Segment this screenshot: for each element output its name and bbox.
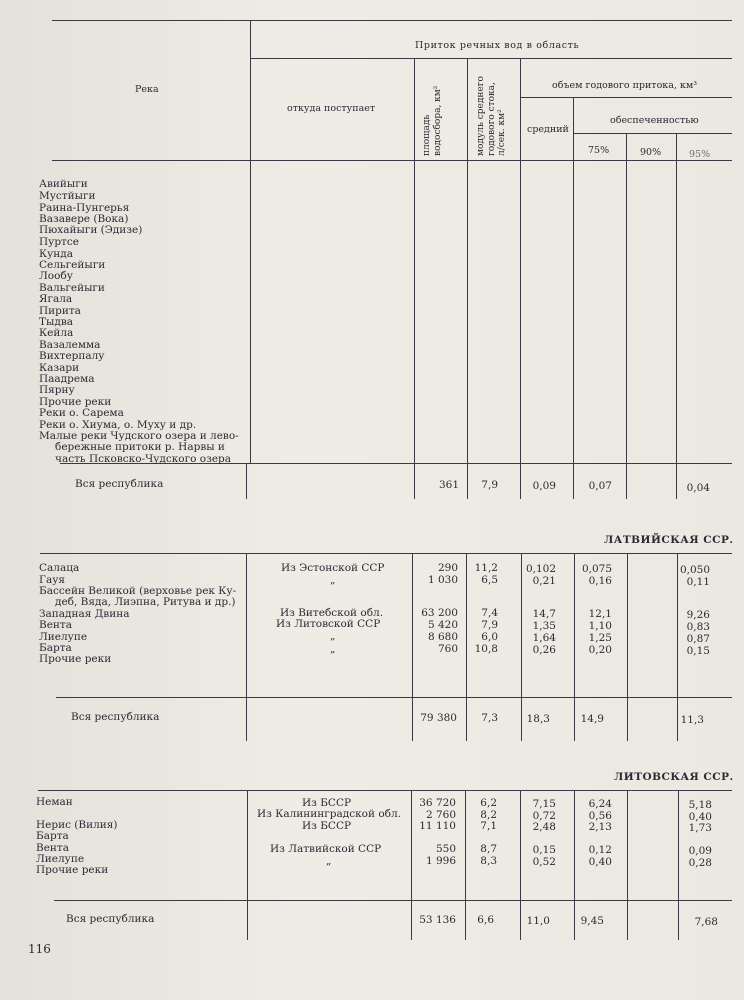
header-col-sep	[414, 58, 415, 160]
area-cell: 550	[435, 843, 456, 855]
from-cell: „	[330, 630, 336, 642]
modulus-cell: 10,8	[474, 643, 498, 655]
mean-cell: 0,21	[532, 575, 556, 587]
modulus-cell: 6,5	[481, 574, 498, 586]
p95-cell: 0,050	[679, 564, 710, 576]
header-col-sep	[250, 20, 251, 160]
p75-cell: 0,56	[588, 810, 612, 822]
river-name: Вазалемма	[39, 339, 101, 351]
river-name: Тыдва	[39, 316, 73, 328]
modulus-cell: 8,7	[480, 843, 497, 855]
river-column-header: Река	[135, 84, 159, 95]
river-name: Вихтерпалу	[39, 350, 105, 362]
mean-cell: 0,26	[532, 644, 556, 656]
p75-cell: 0,12	[588, 844, 612, 856]
p95-cell: 0,09	[688, 845, 712, 857]
section-title-latvia: ЛАТВИЙСКАЯ ССР.	[604, 534, 734, 546]
mean-cell: 2,48	[532, 821, 556, 833]
latvia-top-rule	[40, 553, 732, 554]
river-name: Барта	[36, 830, 69, 842]
river-name: Кейла	[39, 327, 74, 339]
from-cell: „	[326, 855, 332, 867]
modulus-cell: 6,0	[481, 631, 498, 643]
modulus-cell: 7,4	[481, 607, 498, 619]
table-top-rule	[52, 20, 732, 21]
total-p75: 14,9	[580, 713, 604, 725]
col-sep	[678, 790, 679, 940]
header-col-sep	[467, 58, 468, 160]
area-cell: 760	[437, 643, 458, 655]
modulus-cell: 11,2	[474, 562, 498, 574]
total-mean: 18,3	[526, 713, 550, 725]
total-modulus: 6,6	[477, 914, 494, 926]
mean-cell: 7,15	[532, 798, 556, 810]
area-cell: 36 720	[419, 797, 456, 809]
total-label: Вся республика	[66, 913, 155, 925]
header-col-sep	[573, 97, 574, 160]
col-sep	[520, 790, 521, 940]
total-p95: 11,3	[680, 714, 704, 726]
col-sep	[627, 790, 628, 940]
p95-column-header: 95%	[689, 149, 711, 160]
river-name: Малые реки Чудского озера и лево-	[39, 430, 239, 442]
river-name: Реки о. Хиума, о. Муху и др.	[39, 419, 197, 431]
river-name: Нерис (Вилия)	[36, 819, 118, 831]
p75-cell: 2,13	[588, 821, 612, 833]
page-number: 116	[28, 942, 51, 956]
p75-cell: 0,20	[588, 644, 612, 656]
total-area: 361	[438, 479, 459, 491]
river-name: Гауя	[39, 574, 66, 586]
area-cell: 63 200	[421, 607, 458, 619]
total-p75: 9,45	[580, 915, 604, 927]
total-label: Вся республика	[75, 478, 164, 490]
col-sep	[574, 553, 575, 741]
from-cell: Из Латвийской ССР	[270, 843, 382, 855]
river-name: Кунда	[39, 248, 74, 260]
river-name: Лообу	[39, 270, 73, 282]
p95-cell: 0,15	[686, 645, 710, 657]
col-sep	[247, 790, 248, 940]
river-name: бережные притоки р. Нарвы и	[55, 441, 225, 453]
river-name: Вальгейыги	[39, 282, 105, 294]
p75-cell: 1,25	[588, 632, 612, 644]
latvia-total-rule	[56, 697, 732, 698]
mean-cell: 1,64	[532, 632, 556, 644]
from-cell: Из Калининградской обл.	[257, 808, 401, 820]
col-sep	[627, 553, 628, 741]
p75-cell: 6,24	[588, 798, 612, 810]
mean-cell: 0,15	[532, 844, 556, 856]
area-cell: 290	[437, 562, 458, 574]
total-area: 53 136	[419, 914, 456, 926]
area-cell: 2 760	[425, 809, 456, 821]
modulus-header-line: л/сек. км²	[497, 109, 507, 156]
river-name: Казари	[39, 362, 80, 374]
inflow-header: Приток речных вод в область	[415, 40, 580, 51]
p75-cell: 12,1	[588, 608, 612, 620]
header-col-sep	[676, 133, 677, 160]
river-name: Вента	[39, 619, 72, 631]
modulus-header-line: модуль среднего	[476, 76, 486, 156]
river-name: Ягала	[39, 293, 73, 305]
river-name: часть Псковско-Чудского озера	[55, 453, 232, 465]
area-cell: 8 680	[427, 631, 458, 643]
modulus-cell: 8,3	[480, 855, 497, 867]
modulus-column-header	[476, 76, 508, 156]
area-column-header	[422, 86, 443, 156]
total-label: Вся республика	[71, 711, 160, 723]
river-name: Пирита	[39, 305, 81, 317]
col-sep	[677, 553, 678, 741]
lithuania-total-rule	[54, 900, 732, 901]
river-name: Пюхайыги (Эдизе)	[39, 224, 143, 236]
river-name: Неман	[36, 796, 73, 808]
river-name: Салаца	[39, 562, 80, 574]
from-cell: Из Литовской ССР	[276, 618, 381, 630]
river-name: Прочие реки	[36, 864, 109, 876]
river-name: Вента	[36, 842, 69, 854]
col-sep	[521, 553, 522, 741]
river-name: Сельгейыги	[39, 259, 106, 271]
total-modulus: 7,3	[481, 712, 498, 724]
col-sep	[414, 160, 415, 499]
total-mean: 0,09	[532, 480, 556, 492]
header-col-sep	[520, 58, 521, 160]
p75-cell: 1,10	[588, 620, 612, 632]
supply-header: обеспеченностью	[610, 115, 699, 126]
modulus-cell: 8,2	[480, 809, 497, 821]
total-p95: 7,68	[694, 916, 718, 928]
volume-header: объем годового притока, км³	[552, 80, 698, 91]
area-header-line: площадь	[422, 114, 432, 156]
from-cell: Из БССР	[302, 820, 352, 832]
river-name: Лиелупе	[36, 853, 85, 865]
p90-column-header: 90%	[640, 147, 662, 158]
total-mean: 11,0	[526, 915, 550, 927]
area-cell: 1 996	[425, 855, 456, 867]
col-sep	[250, 160, 251, 463]
river-name: Пярну	[39, 384, 75, 396]
p95-cell: 5,18	[688, 799, 712, 811]
river-name: Авийыги	[39, 178, 88, 190]
river-name: Пуртсе	[39, 236, 79, 248]
p75-column-header: 75%	[588, 145, 610, 156]
col-sep	[573, 160, 574, 499]
river-name: Прочие реки	[39, 653, 112, 665]
river-name: Раина-Пунгерья	[39, 202, 130, 214]
from-cell: Из Витебской обл.	[280, 607, 384, 619]
river-name: Бассейн Великой (верховье рек Ку-	[39, 585, 237, 597]
p95-cell: 0,11	[686, 576, 710, 588]
total-p95: 0,04	[686, 482, 710, 494]
p75-cell: 0,16	[588, 575, 612, 587]
modulus-cell: 6,2	[480, 797, 497, 809]
col-sep	[626, 160, 627, 499]
col-sep	[411, 790, 412, 940]
mean-cell: 14,7	[532, 608, 556, 620]
modulus-header-line: годового стока,	[486, 82, 497, 156]
river-name: Вазавере (Вока)	[39, 213, 129, 225]
col-sep	[246, 553, 247, 741]
river-name: Реки о. Сарема	[39, 407, 124, 419]
modulus-cell: 7,9	[481, 619, 498, 631]
mean-cell: 0,102	[525, 563, 556, 575]
p95-cell: 1,73	[688, 822, 712, 834]
area-cell: 1 030	[427, 574, 458, 586]
header-bottom-rule	[52, 160, 732, 161]
col-sep	[676, 160, 677, 499]
inflow-underline	[251, 58, 732, 59]
section-title-lithuania: ЛИТОВСКАЯ ССР.	[614, 771, 734, 783]
p75-cell: 0,075	[581, 563, 612, 575]
river-name: Паадрема	[39, 373, 95, 385]
mean-cell: 1,35	[532, 620, 556, 632]
area-cell: 5 420	[427, 619, 458, 631]
river-name: Барта	[39, 642, 72, 654]
p95-cell: 9,26	[686, 609, 710, 621]
p95-cell: 0,28	[688, 857, 712, 869]
col-sep	[520, 160, 521, 499]
total-modulus: 7,9	[481, 479, 498, 491]
mean-cell: 0,72	[532, 810, 556, 822]
supply-underline	[574, 133, 732, 134]
p75-cell: 0,40	[588, 856, 612, 868]
volume-underline	[521, 97, 732, 98]
p95-cell: 0,87	[686, 633, 710, 645]
col-sep	[574, 790, 575, 940]
col-sep	[465, 790, 466, 940]
col-sep	[246, 463, 247, 499]
river-name: Мустйыги	[39, 190, 96, 202]
river-name: Лиелупе	[39, 631, 88, 643]
river-name: Западная Двина	[39, 608, 130, 620]
col-sep	[467, 160, 468, 499]
from-cell: Из БССР	[302, 797, 352, 809]
from-column-header: откуда поступает	[287, 103, 376, 114]
area-header-line: водосбора, км²	[432, 85, 443, 156]
from-cell: „	[330, 643, 336, 655]
mean-cell: 0,52	[532, 856, 556, 868]
total-p75: 0,07	[588, 480, 612, 492]
modulus-cell: 7,1	[480, 820, 497, 832]
col-sep	[412, 553, 413, 741]
area-cell: 11 110	[419, 820, 456, 832]
col-sep	[466, 553, 467, 741]
from-cell: Из Эстонской ССР	[281, 562, 385, 574]
p95-cell: 0,83	[686, 621, 710, 633]
river-name: деб, Вяда, Лиэпна, Ритува и др.)	[55, 596, 236, 608]
from-cell: „	[330, 574, 336, 586]
header-col-sep	[626, 133, 627, 160]
river-name: Прочие реки	[39, 396, 112, 408]
total-area: 79 380	[420, 712, 457, 724]
p95-cell: 0,40	[688, 811, 712, 823]
mean-column-header: средний	[527, 124, 569, 135]
